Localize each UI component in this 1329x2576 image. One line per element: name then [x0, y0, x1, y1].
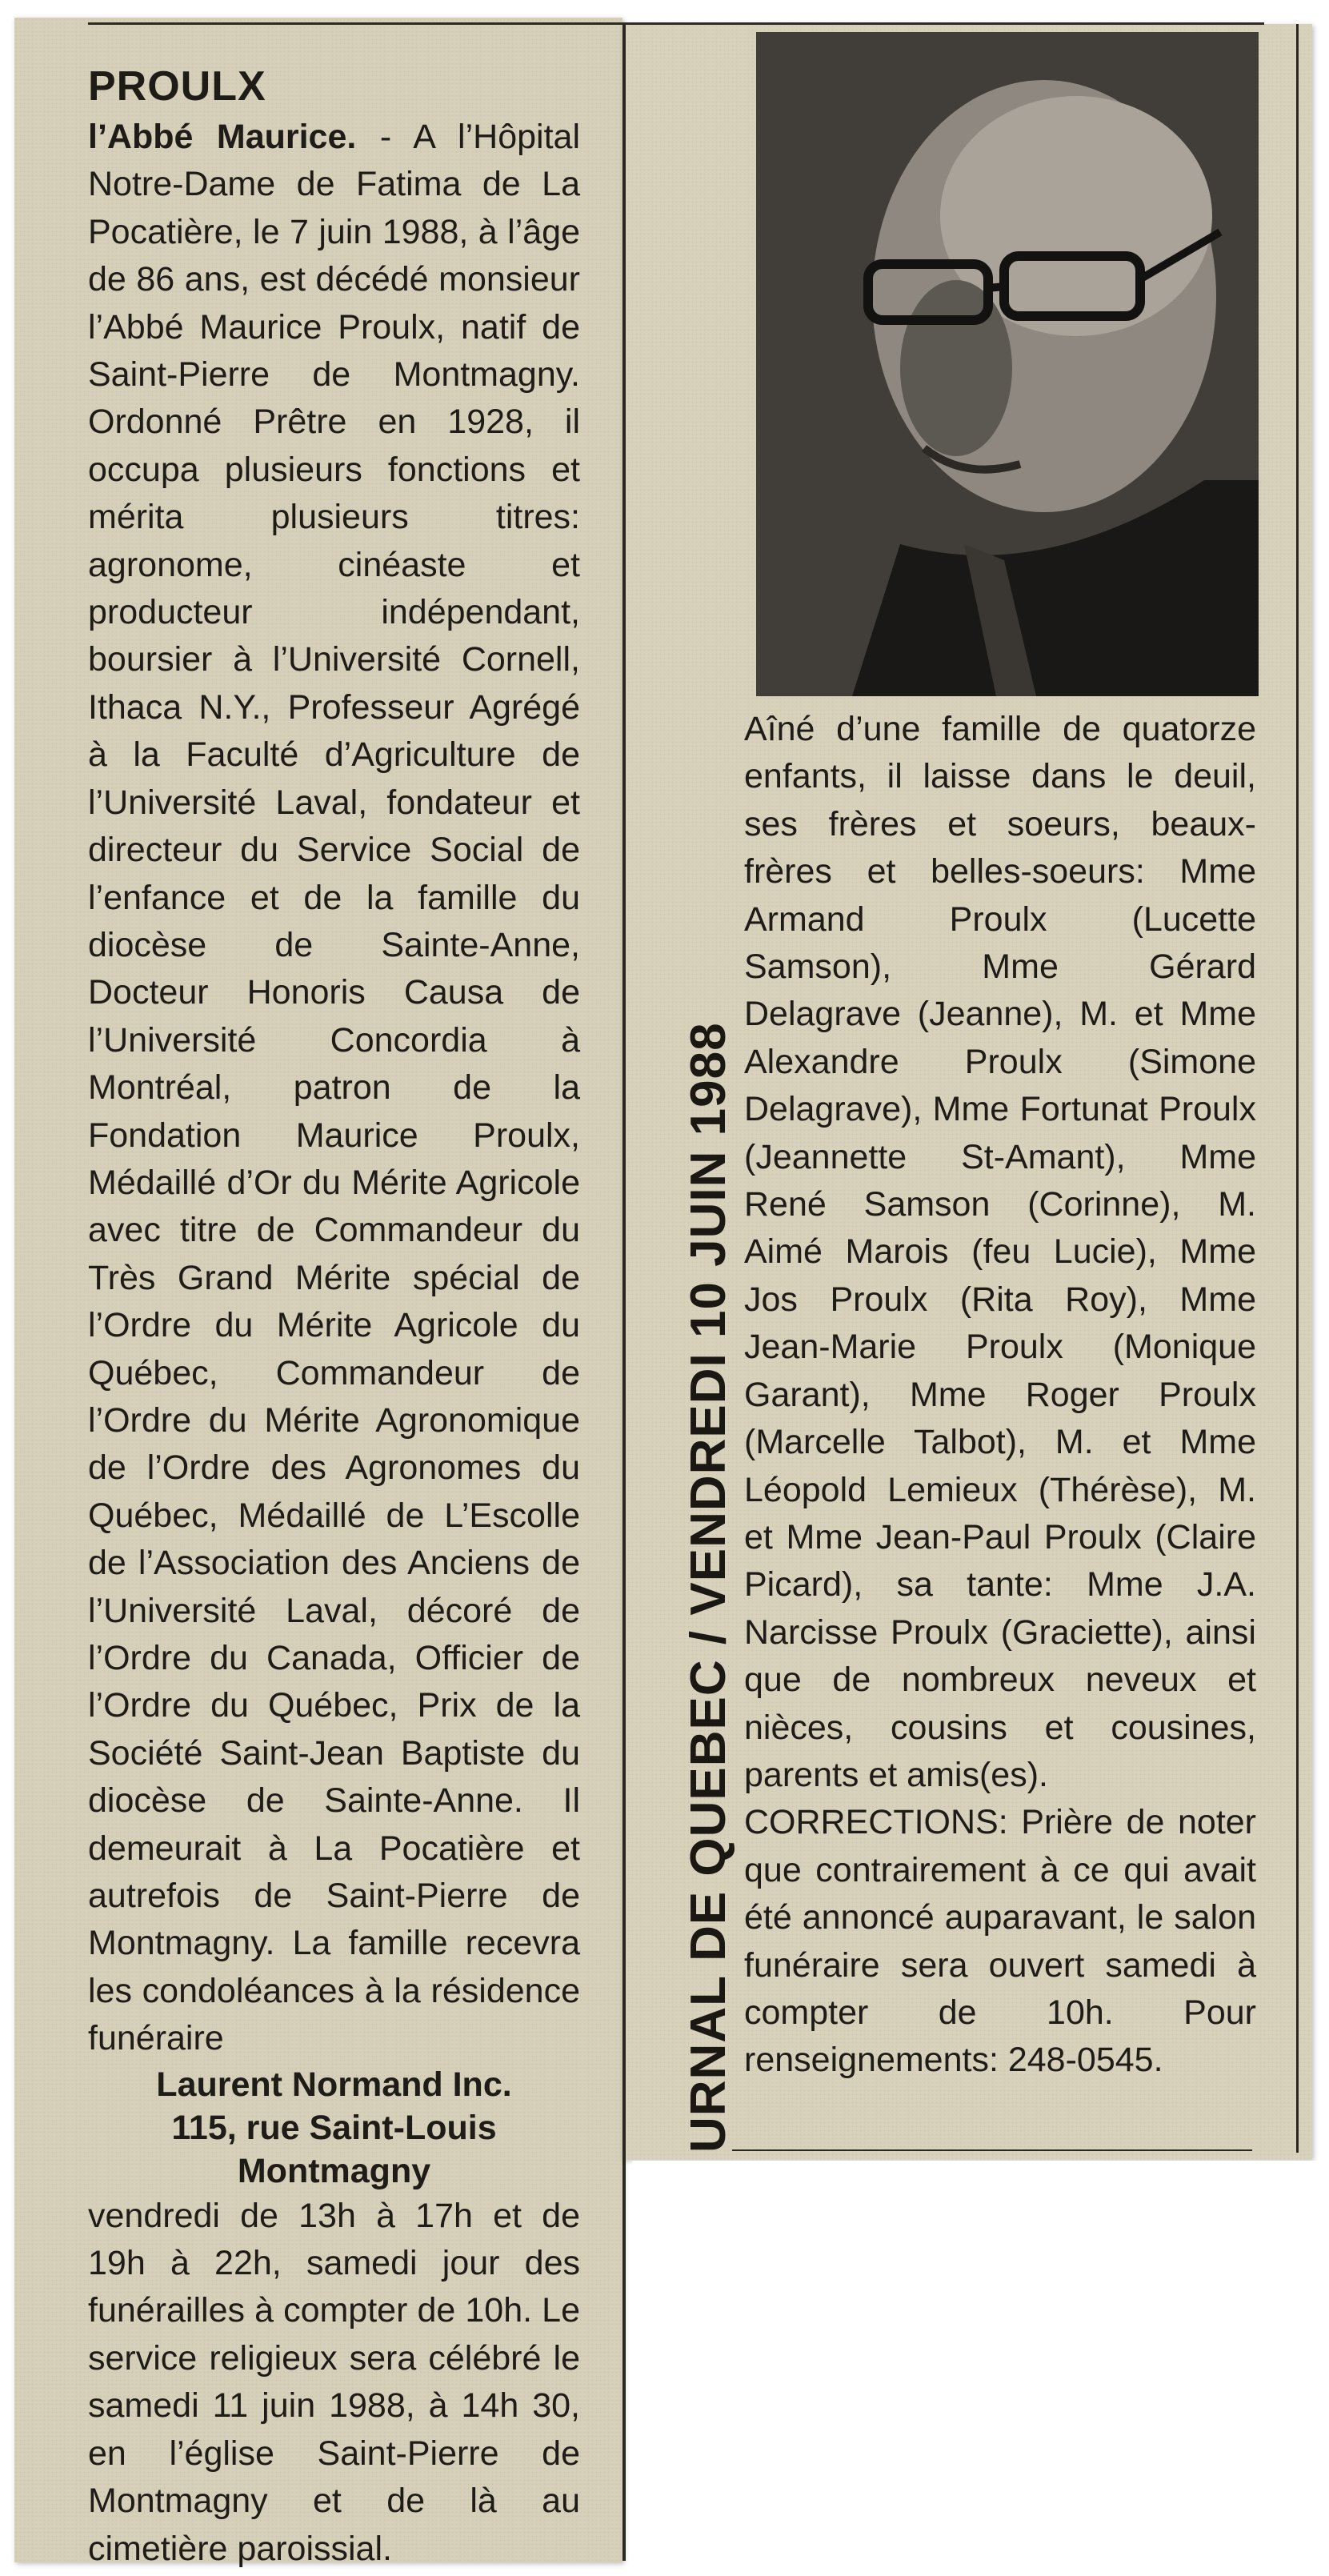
right-edge-rule: [1296, 24, 1299, 2153]
column-divider: [622, 24, 626, 2561]
funeral-home-name: Laurent Normand Inc.: [156, 2065, 512, 2104]
corrections-label: CORRECTIONS:: [744, 1803, 1008, 1842]
portrait-illustration: [756, 32, 1259, 696]
obituary-surname: PROULX: [88, 63, 266, 110]
corrections-text: Prière de noter que contrairement à ce qui avait été annoncé auparavant, le salon funéraire sera ouvert samedi à compter de 10h. Pour renseignements: 248-0545.: [744, 1803, 1256, 2080]
obituary-schedule-paragraph: vendredi de 13h à 17h et de 19h à 22h, samedi jour des funérailles à compter de 10h. Le service religieux sera célébré le samedi 11 juin 1988, à 14h 30, en l’église Saint-Pierre de Montmagny et de là au cimetière paroissial.: [88, 2196, 580, 2568]
obituary-left-column: [88, 62, 580, 2573]
portrait-photo: [756, 32, 1259, 696]
obituary-intro-text: - A l’Hôpital Notre-Dame de Fatima de La Pocatière, le 7 juin 1988, à l’âge de 86 ans, est décédé monsieur l’Abbé Maurice Proulx, natif de Saint-Pierre de Montmagny. Ordonné Prêtre en 1928, il occupa plusieurs fonctions et mérita plusieurs titres: agronome, cinéaste et producteur indépendant, boursier à l’Université Cornell, Ithaca N.Y., Professeur Agrégé à la Faculté d’Agriculture de l’Université Laval, fondateur et directeur du Service Social de l’enfance et de la famille du diocèse de Sainte-Anne, Docteur Honoris Causa de l’Université Concordia à Montréal, patron de la Fondation Maurice Proulx, Médaillé d’Or du Mérite Agricole avec titre de Commandeur du Très Grand Mérite spécial de l’Ordre du Mérite Agricole du Québec, Commandeur de l’Ordre du Mérite Agronomique de l’Ordre des Agronomes du Québec, Médaillé de L’Escolle de l’Association des Anciens de l’Université Laval, décoré de l’Ordre du Canada, Officier de l’Ordre du Québec, Prix de la Société Saint-Jean Baptiste du diocèse de Sainte-Anne. Il demeurait à La Pocatière et autrefois de Saint-Pierre de Montmagny. La famille recevra les condoléances à la résidence funéraire: [88, 118, 581, 2058]
obituary-intro-paragraph: [88, 114, 580, 2063]
funeral-home-city: Montmagny: [237, 2151, 431, 2190]
top-rule: [88, 22, 1264, 25]
funeral-home-address: [88, 2063, 580, 2193]
bottom-rule: [732, 2149, 1252, 2151]
obituary-family-paragraph: Aîné d’une famille de quatorze enfants, il laisse dans le deuil, ses frères et soeurs, beaux-frères et belles-soeurs: Mme Armand Proulx (Lucette Samson), Mme Gérard Delagrave (Jeanne), M. et Mme Alexandre Proulx (Simone Delagrave), Mme Fortunat Proulx (Jeannette St-Amant), Mme René Samson (Corinne), M. Aimé Marois (feu Lucie), Mme Jos Proulx (Rita Roy), Mme Jean-Marie Proulx (Monique Garant), Mme Roger Proulx (Marcelle Talbot), M. et Mme Léopold Lemieux (Thérèse), M. et Mme Jean-Paul Proulx (Claire Picard), sa tante: Mme J.A. Narcisse Proulx (Graciette), ainsi que de nombreux neveux et nièces, cousins et cousines, parents et amis(es).: [744, 710, 1256, 1794]
obituary-right-column: [744, 706, 1256, 2085]
corrections-paragraph: [744, 1799, 1256, 2084]
newspaper-date-banner: URNAL DE QUEBEC / VENDREDI 10 JUIN 1988: [681, 1022, 736, 2153]
funeral-home-street: 115, rue Saint-Louis: [171, 2108, 497, 2147]
blank-corner: [632, 2161, 1329, 2576]
obituary-name-line: l’Abbé Maurice.: [88, 118, 357, 156]
